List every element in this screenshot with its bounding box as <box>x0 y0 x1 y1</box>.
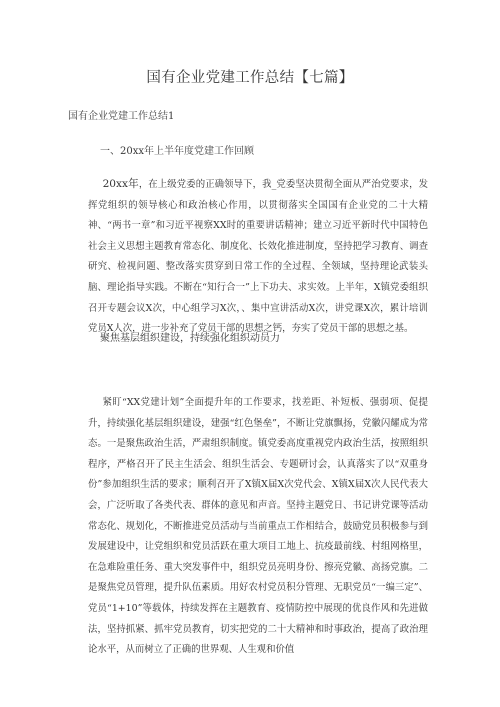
paragraph-2: 聚焦基层组织建设，持续强化组织动员力 <box>100 333 280 344</box>
paragraph-1 <box>88 174 428 340</box>
paragraph-3: 紧盯“XX党建计划”全面提升年的工作要求，找差距、补短板、强弱项、促提升，持续强化基层组织建设，建强“红色堡垒”，不断让党旗飘扬，党徽闪耀成为常态。一是聚焦政治生活，严肃组织制度。镇党委高度重视党内政治生活，按照组织程序，严格召开了民主生活会、组织生活会、专题研讨会，认真落实了以“双重身份”参加组织生活的要求；顺利召开了X镇X届X次党代会、X镇X届X次人民代表大会，广泛听取了各类代表、群体的意见和声音。坚持主题党日、书记讲党课等活动常态化、规划化，不断推进党员活动与当前重点工作相结合，鼓励党员积极参与到发展建设中，让党组织和党员活跃在重大项目工地上、抗疫最前线、村组网格里，在急难险重任务、重大突发事件中，组织党员亮明身份、擦亮党徽、高扬党旗。二是聚焦党员管理，提升队伍素质。用好农村党员积分管理、无职党员“一编三定”、党员“1+10”等载体，持续发挥在主题教育、疫情防控中展现的优良作风和先进做法，坚持抓紧、抓牢党员教育，切实把党的二十大精神和时事政治，提高了政治理论水平，从而树立了正确的世界观、人生观和价值 <box>88 397 428 656</box>
document-title: 国有企业党建工作总结【七篇】 <box>146 70 354 86</box>
paragraph-1-body: ，在上级党委的正确领导下，我_党委坚决贯彻全面从严治党要求，发挥党组织的领导核心和政治核心作用，以贯彻落实全国国有企业党的二十大精神、“两书一章”和习近平视察XX时的重要讲话精神；建立习近平新时代中国特色社会主义思想主题教育常态化、制度化、长效化推进制度，坚持把学习教育、调查研究、检视问题、整改落实贯穿到日常工作的全过程、全领域，坚持理论武装头脑、理论指导实践。不断在“知行合一”上下功夫、求实效。上半年，X镇党委组织召开专题会议X次，中心组学习X次，、集中宣讲活动X次，讲党课X次，累计培训党员X人次，进一步补充了党员干部的思想之钙，夯实了党员干部的思想之基。 <box>88 179 428 335</box>
page-bottom-fade <box>0 685 500 707</box>
paragraph-1-lead: 20xx年 <box>102 178 139 190</box>
document-subtitle: 国有企业党建工作总结1 <box>68 111 175 122</box>
section-heading: 一、20xx年上半年度党建工作回顾 <box>100 146 255 157</box>
